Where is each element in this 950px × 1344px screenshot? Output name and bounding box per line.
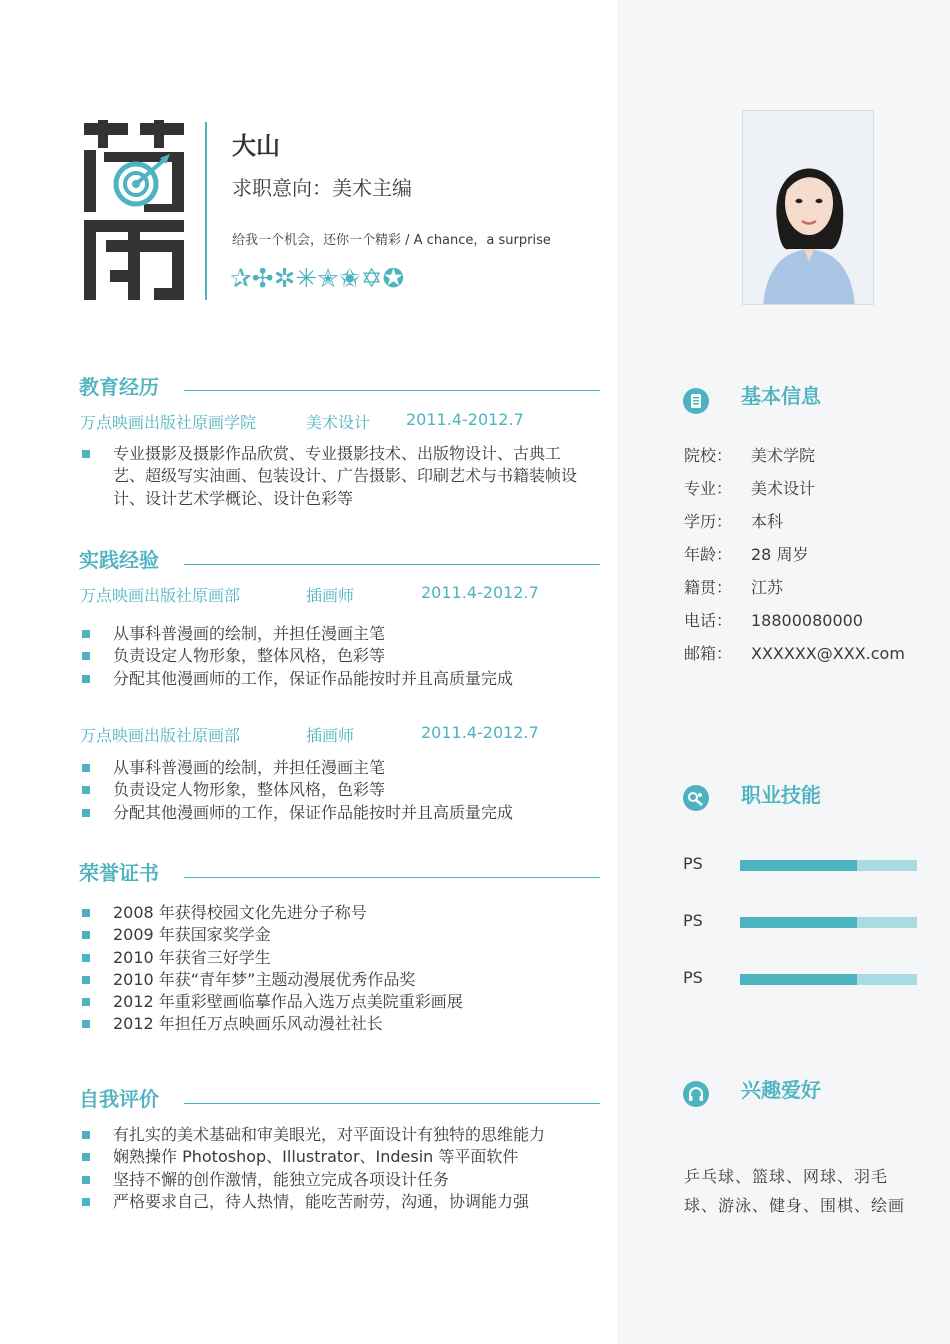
candidate-name: 大山: [232, 132, 280, 160]
skill-bar-fill: [740, 860, 857, 871]
document-icon: [683, 388, 709, 414]
info-label: 专业：: [684, 479, 733, 498]
header-divider: [205, 122, 207, 300]
list-item: 2012 年担任万点映画乐风动漫社社长: [80, 1013, 600, 1035]
info-value: XXXXXX@XXX.com: [751, 644, 905, 663]
honors-divider: [184, 877, 600, 878]
job-intent: 求职意向：美术主编: [232, 176, 412, 200]
skill-name: PS: [683, 854, 703, 873]
list-item: 2012 年重彩壁画临摹作品入选万点美院重彩画展: [80, 991, 600, 1013]
info-label: 籍贯：: [684, 578, 733, 597]
info-value: 18800080000: [751, 611, 863, 630]
practice-role: 插画师: [306, 586, 355, 605]
list-item: 娴熟操作 Photoshop、Illustrator、Indesin 等平面软件: [80, 1146, 600, 1168]
skill-bar: [740, 860, 917, 871]
education-period: 2011.4-2012.7: [406, 410, 524, 429]
self-eval-list: [80, 1124, 600, 1213]
logo-graphic: [84, 120, 188, 304]
info-value: 江苏: [751, 578, 784, 597]
education-major: 美术设计: [306, 413, 371, 432]
person-icon: [743, 111, 874, 305]
practice-title: 实践经验: [79, 548, 159, 572]
info-row: [684, 476, 815, 499]
skill-bar-fill: [740, 974, 857, 985]
list-item: 严格要求自己，待人热情，能吃苦耐劳，沟通，协调能力强: [80, 1191, 600, 1213]
info-label: 邮箱：: [684, 644, 733, 663]
wrench-icon: [683, 785, 709, 811]
self-eval-title: 自我评价: [79, 1087, 159, 1111]
info-value: 本科: [751, 512, 784, 531]
info-label: 电话：: [684, 611, 733, 630]
practice-org: 万点映画出版社原画部: [80, 586, 241, 605]
skill-bar: [740, 974, 917, 985]
education-divider: [184, 390, 600, 391]
education-list: [80, 443, 590, 510]
skills-title: 职业技能: [741, 783, 821, 807]
skill-bar: [740, 917, 917, 928]
info-label: 年龄：: [684, 545, 733, 564]
info-row: [684, 509, 783, 532]
info-label: 院校：: [684, 446, 733, 465]
practice-period: 2011.4-2012.7: [421, 583, 539, 602]
info-label: 学历：: [684, 512, 733, 531]
info-value: 美术学院: [751, 446, 816, 465]
hobbies-text: 乒乓球、篮球、网球、羽毛球、游泳、健身、围棋、绘画: [684, 1167, 906, 1215]
practice-list-1: [80, 623, 600, 690]
skill-bar-fill: [740, 917, 857, 928]
decorative-stars-icon: ✰✣✲✳✭✬✡✪: [230, 264, 405, 294]
practice-entry-1: [80, 583, 600, 605]
info-row: [684, 542, 808, 565]
skill-name: PS: [683, 911, 703, 930]
honors-title: 荣誉证书: [79, 861, 159, 885]
list-item: 有扎实的美术基础和审美眼光，对平面设计有独特的思维能力: [80, 1124, 600, 1146]
list-item: 分配其他漫画师的工作，保证作品能按时并且高质量完成: [80, 668, 600, 690]
education-entry: [80, 410, 600, 432]
list-item: 坚持不懈的创作激情，能独立完成各项设计任务: [80, 1169, 600, 1191]
info-row: [684, 641, 905, 664]
list-item: 2008 年获得校园文化先进分子称号: [80, 902, 600, 924]
list-item: 从事科普漫画的绘制，并担任漫画主笔: [80, 623, 600, 645]
list-item: 负责设定人物形象，整体风格，色彩等: [80, 645, 600, 667]
slogan: 给我一个机会，还你一个精彩 / A chance，a surprise: [232, 233, 551, 248]
hobbies-title: 兴趣爱好: [741, 1078, 821, 1102]
list-item: 2010 年获“青年梦”主题动漫展优秀作品奖: [80, 969, 600, 991]
skill-name: PS: [683, 968, 703, 987]
info-row: [684, 575, 783, 598]
info-value: 美术设计: [751, 479, 816, 498]
list-item: 专业摄影及摄影作品欣赏、专业摄影技术、出版物设计、古典工艺、超级写实油画、包装设计、广告摄影、印刷艺术与书籍装帧设计、设计艺术学概论、设计色彩等: [80, 443, 590, 510]
education-title: 教育经历: [79, 375, 159, 399]
honors-list: [80, 902, 600, 1036]
info-row: [684, 608, 863, 631]
list-item: 从事科普漫画的绘制，并担任漫画主笔: [80, 757, 600, 779]
info-value: 28 周岁: [751, 545, 809, 564]
info-row: [684, 443, 815, 466]
list-item: 2010 年获省三好学生: [80, 947, 600, 969]
practice-entry-2: [80, 723, 600, 745]
headphones-icon: [683, 1081, 709, 1107]
practice-divider: [184, 564, 600, 565]
practice-period: 2011.4-2012.7: [421, 723, 539, 742]
self-eval-divider: [184, 1103, 600, 1104]
education-school: 万点映画出版社原画学院: [80, 413, 257, 432]
practice-role: 插画师: [306, 726, 355, 745]
list-item: 2009 年获国家奖学金: [80, 924, 600, 946]
basic-info-title: 基本信息: [741, 384, 821, 408]
portrait-photo: [742, 110, 874, 305]
practice-list-2: [80, 757, 600, 824]
practice-org: 万点映画出版社原画部: [80, 726, 241, 745]
list-item: 分配其他漫画师的工作，保证作品能按时并且高质量完成: [80, 802, 600, 824]
list-item: 负责设定人物形象，整体风格，色彩等: [80, 779, 600, 801]
